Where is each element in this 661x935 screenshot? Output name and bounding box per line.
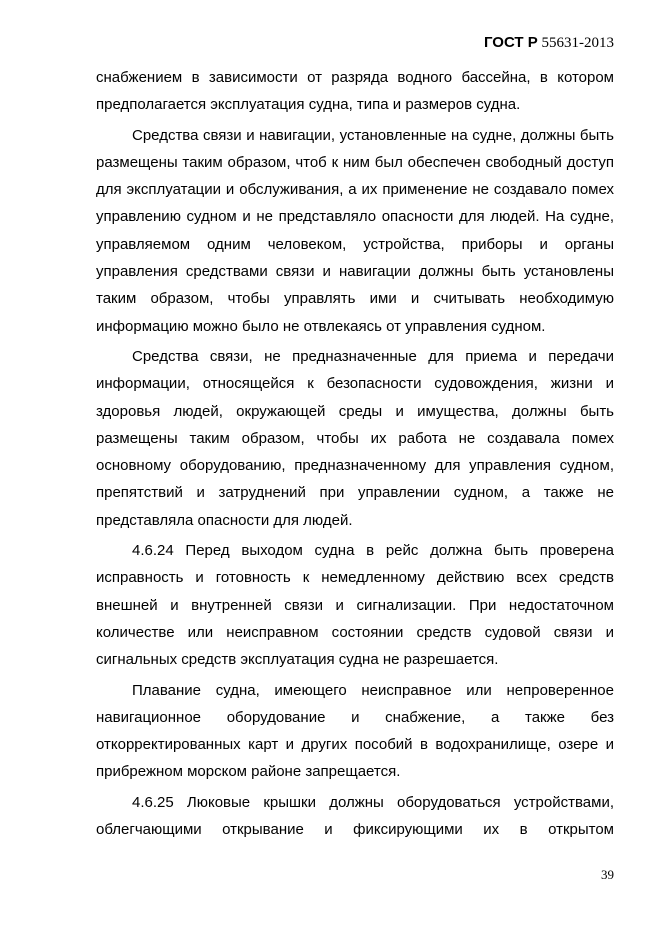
paragraph-continuation: снабжением в зависимости от разряда водного бассейна, в котором предполагается эксплуатация судна, типа и размеров судна.	[96, 69, 614, 114]
page-number: 39	[601, 867, 614, 882]
paragraph-navigation-prohibition: Плавание судна, имеющего неисправное или непроверенное навигационное оборудование и снабжение, а также без откорректированных карт и других пособий в водохранилище, озере и прибрежном морском районе запрещается.	[96, 681, 614, 781]
document-body	[96, 64, 614, 846]
paragraph-non-safety-communication: Средства связи, не предназначенные для приема и передачи информации, относящейся к безопасности судовождения, жизни и здоровья людей, окружающей среды и имущества, должны быть размещены таким образом, чтобы их работа не создавала помех основному оборудованию, предназначенному для управления судном, препятствий и затруднений при управлении судном, а также не представляла опасности для людей.	[96, 347, 614, 529]
paragraph-navigation-means: Средства связи и навигации, установленные на судне, должны быть размещены таким образом, чтоб к ним был обеспечен свободный доступ для эксплуатации и обслуживания, а их применение не создавало помех управлению судном и не представляло опасности для людей. На судне, управляемом одним человеком, устройства, приборы и органы управления средствами связи и навигации должны быть установлены таким образом, чтобы управлять ими и считывать необходимую информацию можно было не отвлекаясь от управления судном.	[96, 126, 614, 335]
standard-prefix: ГОСТ Р	[483, 34, 538, 51]
paragraph-clause-4-6-24: 4.6.24 Перед выходом судна в рейс должна быть проверена исправность и готовность к немедленному действию всех средств внешней и внутренней связи и сигнализации. При недостаточном количестве или неисправном состоянии средств судовой связи и сигнальных средств эксплуатация судна не разрешается.	[96, 542, 614, 669]
document-header	[484, 34, 614, 52]
paragraph-clause-4-6-25: 4.6.25 Люковые крышки должны оборудоваться устройствами, облегчающими открывание и фиксирующими их в открытом	[96, 793, 614, 839]
standard-number: 55631-2013	[541, 35, 614, 51]
